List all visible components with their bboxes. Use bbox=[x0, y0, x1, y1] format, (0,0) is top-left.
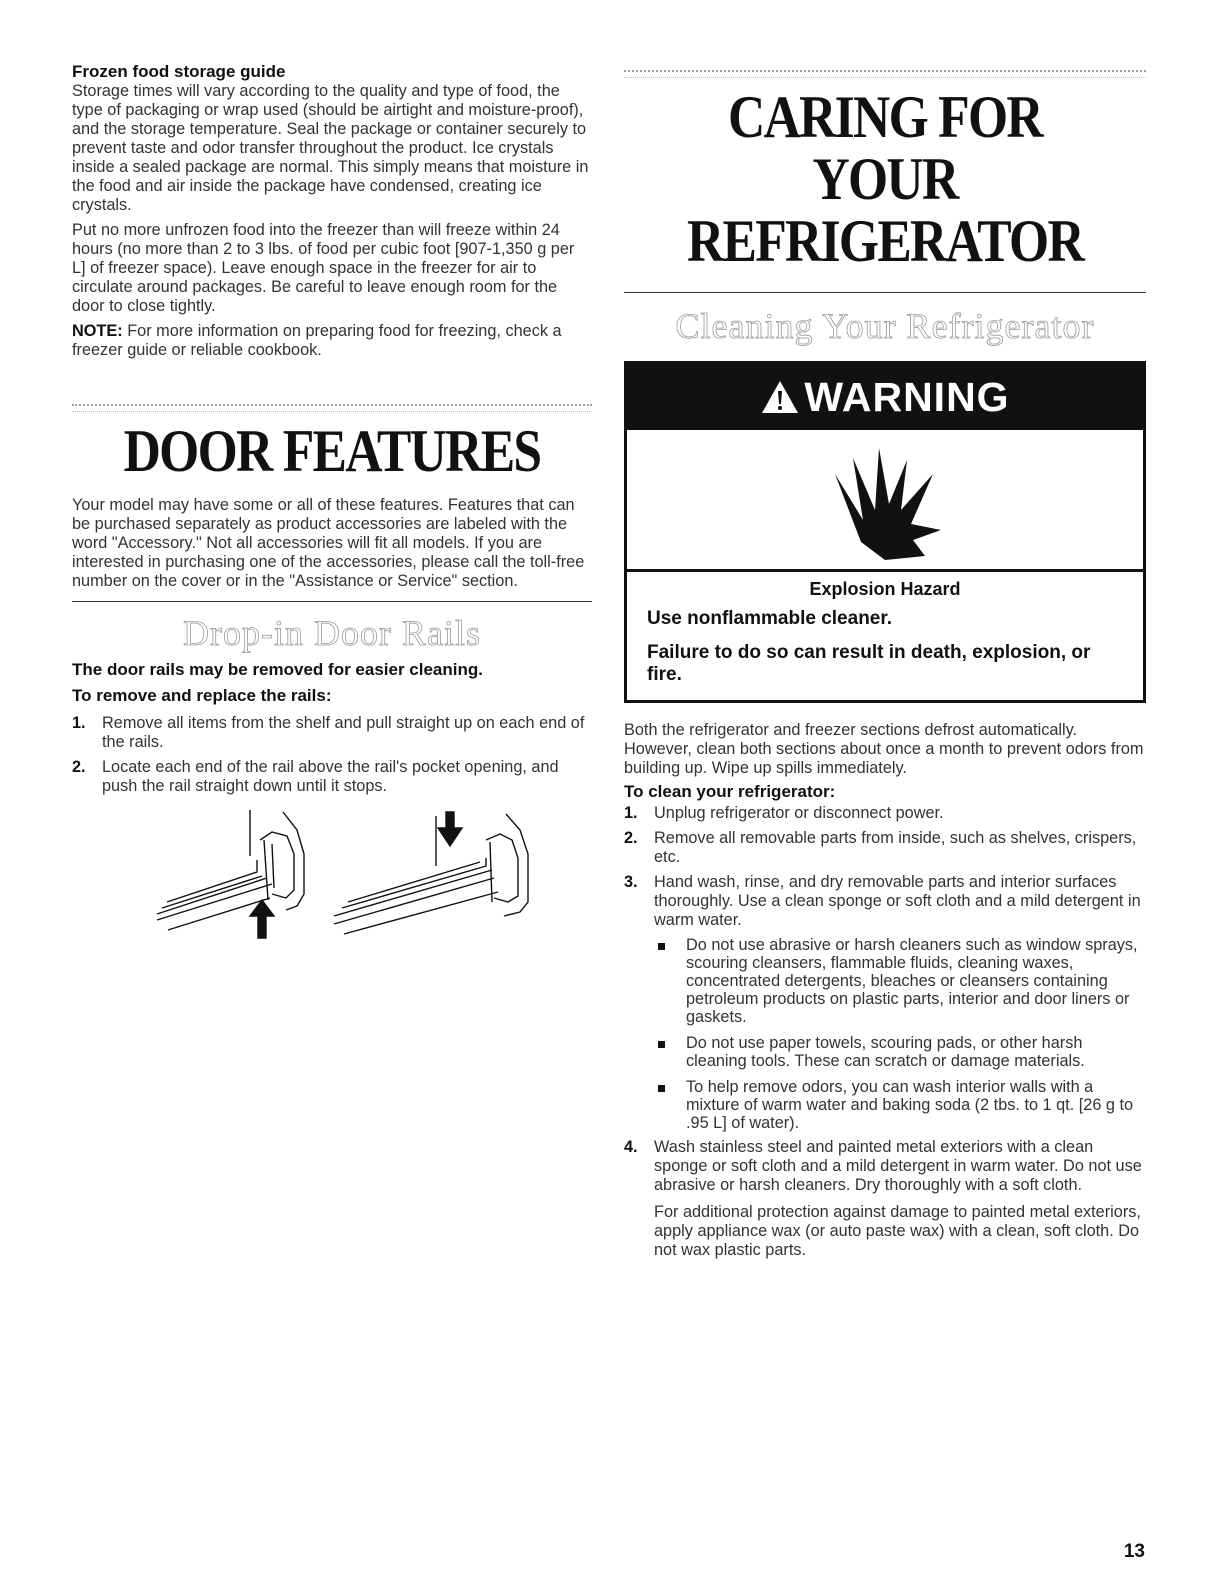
warning-body bbox=[627, 569, 1143, 700]
list-item: 2. Locate each end of the rail above the rail's pocket opening, and push the rail straight down until it stops. bbox=[72, 758, 559, 795]
door-rails-illustration bbox=[72, 810, 592, 940]
door-rails-steps bbox=[72, 714, 592, 796]
frozen-guide-note bbox=[72, 322, 592, 360]
warning-line-2: Failure to do so can result in death, explosion, or fire. bbox=[647, 642, 1091, 685]
note-label: NOTE: bbox=[72, 322, 123, 340]
explosion-icon bbox=[815, 444, 955, 564]
subsection-rule bbox=[72, 601, 592, 602]
caring-title-line-1: CARING FOR YOUR bbox=[728, 84, 1042, 212]
cleaning-cautions bbox=[654, 936, 1146, 1132]
caring-title-line-2: REFRIGERATOR bbox=[686, 208, 1084, 274]
list-item: 4. Wash stainless steel and painted metal exteriors with a clean sponge or soft cloth and a mild detergent in warm water. Do not use abrasive or harsh cleaners. Dry thoroughly with a soft cloth. For additional protection against damage to painted metal exteriors, apply appliance wax (or auto paste wax) with a clean, soft cloth. Do not wax plastic parts. bbox=[624, 1138, 1146, 1260]
frozen-guide-heading: Frozen food storage guide bbox=[72, 62, 286, 81]
bullet-item: Do not use paper towels, scouring pads, or other harsh cleaning tools. These can scratch or damage materials. bbox=[654, 1034, 1146, 1070]
right-column bbox=[624, 62, 1146, 1260]
cleaning-intro: Both the refrigerator and freezer sections defrost automatically. However, clean both sections about once a month to prevent odors from building up. Wipe up spills immediately. bbox=[624, 721, 1144, 777]
explosion-icon-wrap bbox=[627, 430, 1143, 569]
section-divider bbox=[72, 404, 592, 412]
cleaning-steps bbox=[624, 804, 1146, 1260]
door-features-intro: Your model may have some or all of these features. Features that can be purchased separately as product accessories are labeled with the word "Accessory." Not all accessories will fit all models. If you are interested in purchasing one of the accessories, please call the toll-free number on the cover or in the "Assistance or Service" section. bbox=[72, 496, 585, 590]
note-text: For more information on preparing food for freezing, check a freezer guide or reliable cookbook. bbox=[72, 322, 562, 359]
frozen-guide-paragraph-1: Storage times will vary according to the quality and type of food, the type of packaging or wrap used (should be airtight and moisture-proof), and the storage temperature. Seal the package or container securely to prevent taste and odor transfer throughout the product. Ice crystals inside a sealed package are normal. This simply means that moisture in the food and air inside the package have condensed, creating ice crystals. bbox=[72, 82, 589, 214]
left-column bbox=[72, 62, 592, 940]
warning-box bbox=[624, 361, 1146, 703]
warning-hazard: Explosion Hazard bbox=[809, 579, 961, 599]
frozen-guide-paragraph-2: Put no more unfrozen food into the freezer than will freeze within 24 hours (no more than 2 to 3 lbs. of food per cubic foot [907-1,350 g per L] of freezer space). Leave enough space in the freezer for air to circulate around packages. Be careful to leave enough room for the door to close tightly. bbox=[72, 221, 575, 315]
warning-banner bbox=[627, 364, 1143, 430]
list-item: 1. Unplug refrigerator or disconnect power. bbox=[624, 804, 944, 822]
bullet-item: To help remove odors, you can wash interior walls with a mixture of warm water and baking soda (2 tbs. to 1 qt. [26 g to .95 L] of water). bbox=[654, 1078, 1146, 1132]
door-rails-lead: The door rails may be removed for easier cleaning. bbox=[72, 660, 483, 679]
cleaning-title: Cleaning Your Refrigerator bbox=[675, 306, 1095, 346]
list-item: 2. Remove all removable parts from inside, such as shelves, crispers, etc. bbox=[624, 829, 1137, 866]
page-number: 13 bbox=[1123, 1541, 1145, 1562]
section-divider bbox=[624, 70, 1146, 78]
door-features-title: DOOR FEATURES bbox=[123, 418, 541, 484]
bullet-item: Do not use abrasive or harsh cleaners such as window sprays, scouring cleansers, flammable fluids, cleaning waxes, concentrated detergents, bleaches or cleansers containing petroleum products on plastic parts, interior and door liners or gaskets. bbox=[654, 936, 1146, 1026]
warning-line-1: Use nonflammable cleaner. bbox=[647, 608, 892, 629]
warning-label: WARNING bbox=[804, 373, 1010, 420]
door-rails-steps-heading: To remove and replace the rails: bbox=[72, 686, 332, 705]
list-item: 1. Remove all items from the shelf and pull straight up on each end of the rails. bbox=[72, 714, 585, 751]
warning-triangle-icon bbox=[760, 379, 800, 415]
subsection-rule bbox=[624, 292, 1146, 293]
drop-in-door-rails-title: Drop-in Door Rails bbox=[183, 613, 481, 653]
clean-steps-heading: To clean your refrigerator: bbox=[624, 782, 836, 801]
wax-note: For additional protection against damage to painted metal exteriors, apply appliance wax (or auto paste wax) with a clean, soft cloth. Do not wax plastic parts. bbox=[654, 1203, 1141, 1259]
list-item: 3. Hand wash, rinse, and dry removable parts and interior surfaces thoroughly. Use a clean sponge or soft cloth and a mild detergent in warm water. Do not use abrasive or harsh cleaners such as window sprays, scouring cleansers, flammable fluids, cleaning waxes, concentrated detergents, bleaches or cleansers containing petroleum products on plastic parts, interior and door liners or gaskets. Do not use paper towels, scouring pads, or other harsh cleaning tools. These can scratch or damage materials. To help remove odors, you can wash interior walls with a mixture of warm water and baking soda (2 tbs. to 1 qt. [26 g to .95 L] of water). bbox=[624, 873, 1146, 1132]
